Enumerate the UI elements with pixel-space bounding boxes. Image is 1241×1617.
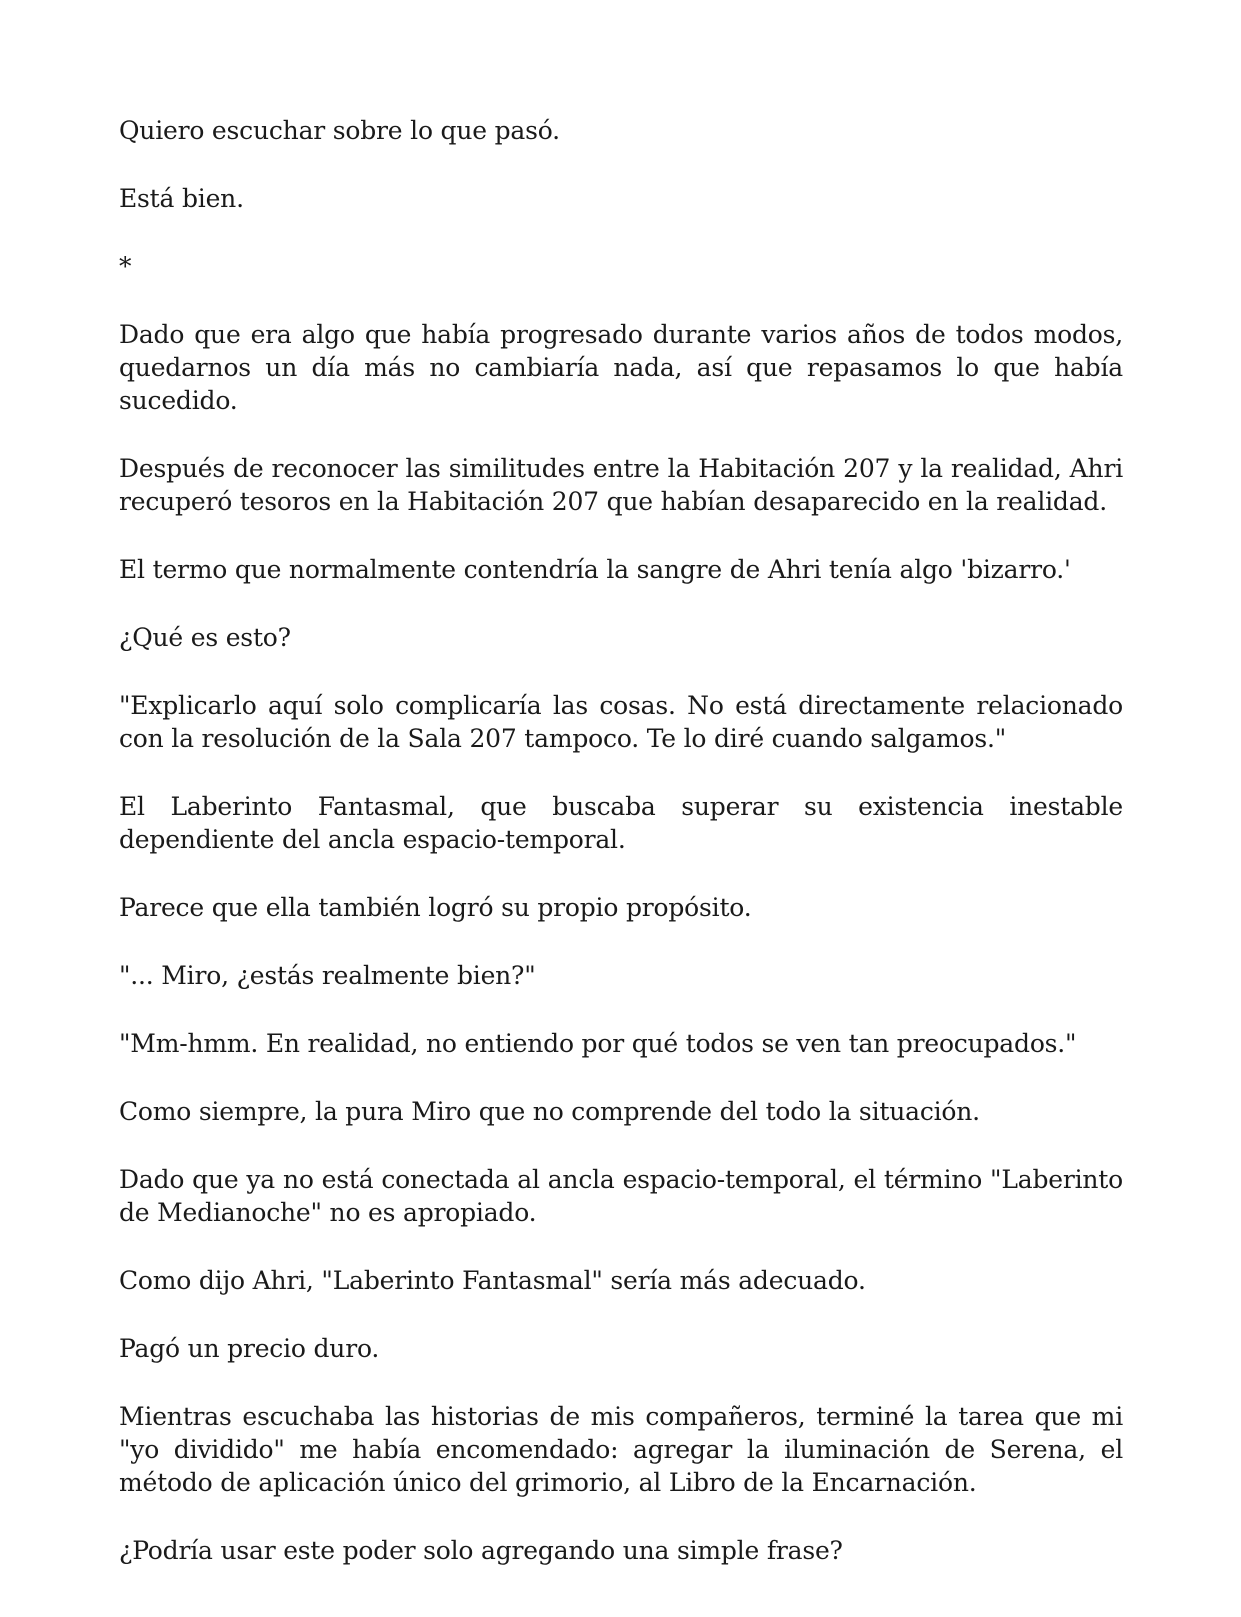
paragraph: Como dijo Ahri, "Laberinto Fantasmal" sería más adecuado. — [119, 1266, 866, 1295]
paragraph: ¿Qué es esto? — [119, 623, 291, 652]
paragraph: Mientras escuchaba las historias de mis compañeros, terminé la tarea que mi "yo dividido" me había encomendado: agregar la iluminación de Serena, el método de aplicación único del grimorio, al Libro de la Encarnación. — [119, 1402, 1123, 1497]
paragraph: "... Miro, ¿estás realmente bien?" — [119, 961, 536, 990]
paragraph: Pagó un precio duro. — [119, 1334, 380, 1363]
paragraph: Está bien. — [119, 184, 244, 213]
paragraph: El Laberinto Fantasmal, que buscaba superar su existencia inestable dependiente del ancla espacio-temporal. — [119, 792, 1123, 854]
paragraph: Como siempre, la pura Miro que no comprende del todo la situación. — [119, 1097, 980, 1126]
paragraph: Quiero escuchar sobre lo que pasó. — [119, 116, 560, 145]
paragraph: ¿Podría usar este poder solo agregando una simple frase? — [119, 1536, 843, 1565]
paragraph: "Mm-hmm. En realidad, no entiendo por qué todos se ven tan preocupados." — [119, 1029, 1077, 1058]
scene-break: * — [119, 252, 132, 281]
paragraph: Después de reconocer las similitudes entre la Habitación 207 y la realidad, Ahri recuperó tesoros en la Habitación 207 que habían desaparecido en la realidad. — [119, 454, 1123, 516]
paragraph: El termo que normalmente contendría la sangre de Ahri tenía algo 'bizarro.' — [119, 555, 1071, 584]
paragraph: Dado que ya no está conectada al ancla espacio-temporal, el término "Laberinto de Medianoche" no es apropiado. — [119, 1165, 1123, 1227]
paragraph: Parece que ella también logró su propio propósito. — [119, 893, 752, 922]
paragraph: Dado que era algo que había progresado durante varios años de todos modos, quedarnos un día más no cambiaría nada, así que repasamos lo que había sucedido. — [119, 320, 1123, 415]
paragraph: "Explicarlo aquí solo complicaría las cosas. No está directamente relacionado con la resolución de la Sala 207 tampoco. Te lo diré cuando salgamos." — [119, 691, 1123, 753]
